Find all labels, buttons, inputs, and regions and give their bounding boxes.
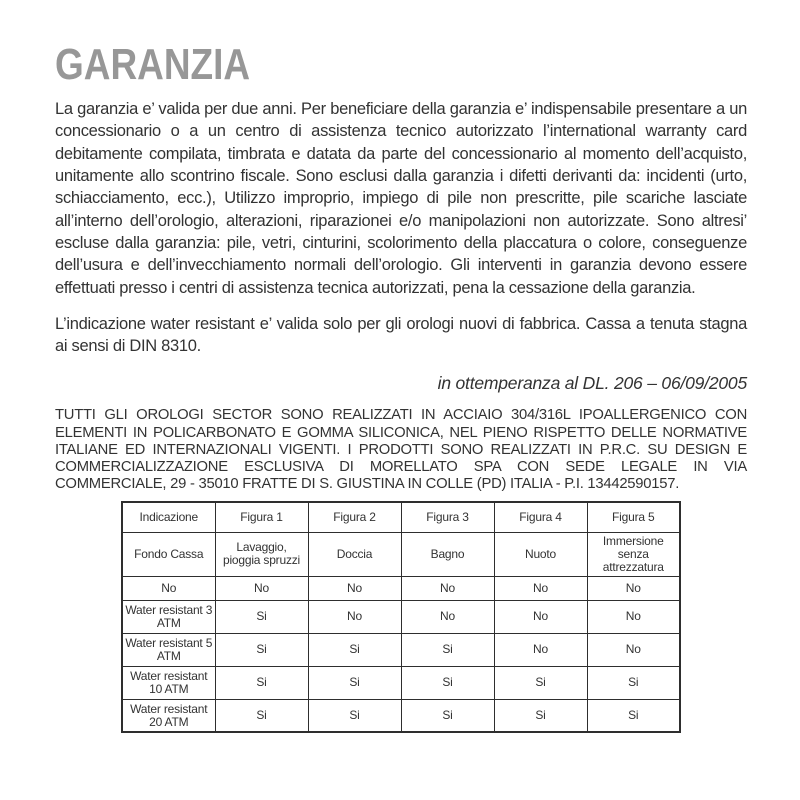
row-label: Water resistant 20 ATM (122, 699, 215, 732)
table-header-cell-figura-3: Figura 3 (401, 502, 494, 532)
water-resistance-table-body (122, 502, 680, 732)
table-cell: Si (401, 699, 494, 732)
table-row-10atm (122, 666, 680, 699)
table-header-cell-figura-5: Figura 5 (587, 502, 680, 532)
table-cell: Si (215, 633, 308, 666)
table-cell: No (308, 576, 401, 600)
table-cell: No (401, 576, 494, 600)
table-cell: Si (494, 666, 587, 699)
table-subheader-cell-bagno: Bagno (401, 532, 494, 576)
water-resistance-table (121, 501, 681, 733)
table-cell: Si (308, 666, 401, 699)
compliance-note: in ottemperanza al DL. 206 – 06/09/2005 (437, 373, 747, 394)
row-label: Water resistant 5 ATM (122, 633, 215, 666)
table-cell: Si (308, 633, 401, 666)
table-cell: Si (308, 699, 401, 732)
table-row-no (122, 576, 680, 600)
table-subheader-cell-nuoto: Nuoto (494, 532, 587, 576)
table-cell: No (587, 633, 680, 666)
table-cell: No (308, 600, 401, 633)
table-cell: Si (215, 600, 308, 633)
table-cell: Si (215, 699, 308, 732)
table-cell: Si (401, 633, 494, 666)
table-subheader-cell-doccia: Doccia (308, 532, 401, 576)
table-cell: No (401, 600, 494, 633)
table-subheader-cell-immersione: Immersione senza attrezzatura (587, 532, 680, 576)
table-row-5atm (122, 633, 680, 666)
table-cell: Si (494, 699, 587, 732)
legal-notice: TUTTI GLI OROLOGI SECTOR SONO REALIZZATI IN ACCIAIO 304/316L IPOALLERGENICO CON ELEMENTI IN POLICARBONATO E GOMMA SILICONICA, NEL PIENO RISPETTO DELLE NORMATIVE ITALIANE ED INTERNAZIONALI VIGENTI. I PRODOTTI SONO REALIZZATI IN P.R.C. SU DESIGN E COMMERCIALIZZAZIONE ESCLUSIVA DI MORELLATO SPA CON SEDE LEGALE IN VIA COMMERCIALE, 29 - 35010 FRATTE DI S. GIUSTINA IN COLLE (PD) ITALIA - P.I. 13442590157. (55, 407, 747, 493)
table-header-cell-figura-2: Figura 2 (308, 502, 401, 532)
row-label: Water resistant 10 ATM (122, 666, 215, 699)
table-cell: Si (587, 666, 680, 699)
table-subheader-row (122, 532, 680, 576)
table-cell: No (494, 633, 587, 666)
row-label: No (122, 576, 215, 600)
table-row-3atm (122, 600, 680, 633)
water-resistant-paragraph: L’indicazione water resistant e’ valida solo per gli orologi nuovi di fabbrica. Cassa a tenuta stagna ai sensi di DIN 8310. (55, 314, 747, 356)
table-subheader-cell-fondo-cassa: Fondo Cassa (122, 532, 215, 576)
table-cell: Si (587, 699, 680, 732)
table-cell: Si (401, 666, 494, 699)
table-header-row (122, 502, 680, 532)
table-header-cell-indicazione: Indicazione (122, 502, 215, 532)
table-cell: Si (215, 666, 308, 699)
table-subheader-cell-lavaggio: Lavaggio, pioggia spruzzi (215, 532, 308, 576)
row-label: Water resistant 3 ATM (122, 600, 215, 633)
table-cell: No (494, 600, 587, 633)
table-cell: No (215, 576, 308, 600)
table-header-cell-figura-1: Figura 1 (215, 502, 308, 532)
table-header-cell-figura-4: Figura 4 (494, 502, 587, 532)
table-cell: No (494, 576, 587, 600)
table-cell: No (587, 576, 680, 600)
warranty-terms-paragraph: La garanzia e’ valida per due anni. Per beneficiare della garanzia e’ indispensabile presentare a un concessionario o a un centro di assistenza tecnico autorizzato l’international warranty card debitamente compilata, timbrata e datata da parte del concessionario al momento dell’acquisto, unitamente allo scontrino fiscale. Sono esclusi dalla garanzia i difetti derivanti da: incidenti (urto, schiacciamento, ecc.), Utilizzo improprio, impiego di pile non prescritte, pile scariche lasciate all’interno dell’orologio, alterazioni, riparazionei e/o manipolazioni non autorizzate. Sono altresi’ escluse dalla garanzia: pile, vetri, cinturini, scolorimento della placcatura o colore, conseguenze dell’usura e dell’invecchiamento normali dell’orologio. Gli interventi in garanzia devono essere effettuati presso i centri di assistenza tecnica autorizzati, pena la cessazione della garanzia. (55, 100, 747, 297)
table-cell: No (587, 600, 680, 633)
page-title: GARANZIA (55, 40, 251, 89)
table-row-20atm (122, 699, 680, 732)
